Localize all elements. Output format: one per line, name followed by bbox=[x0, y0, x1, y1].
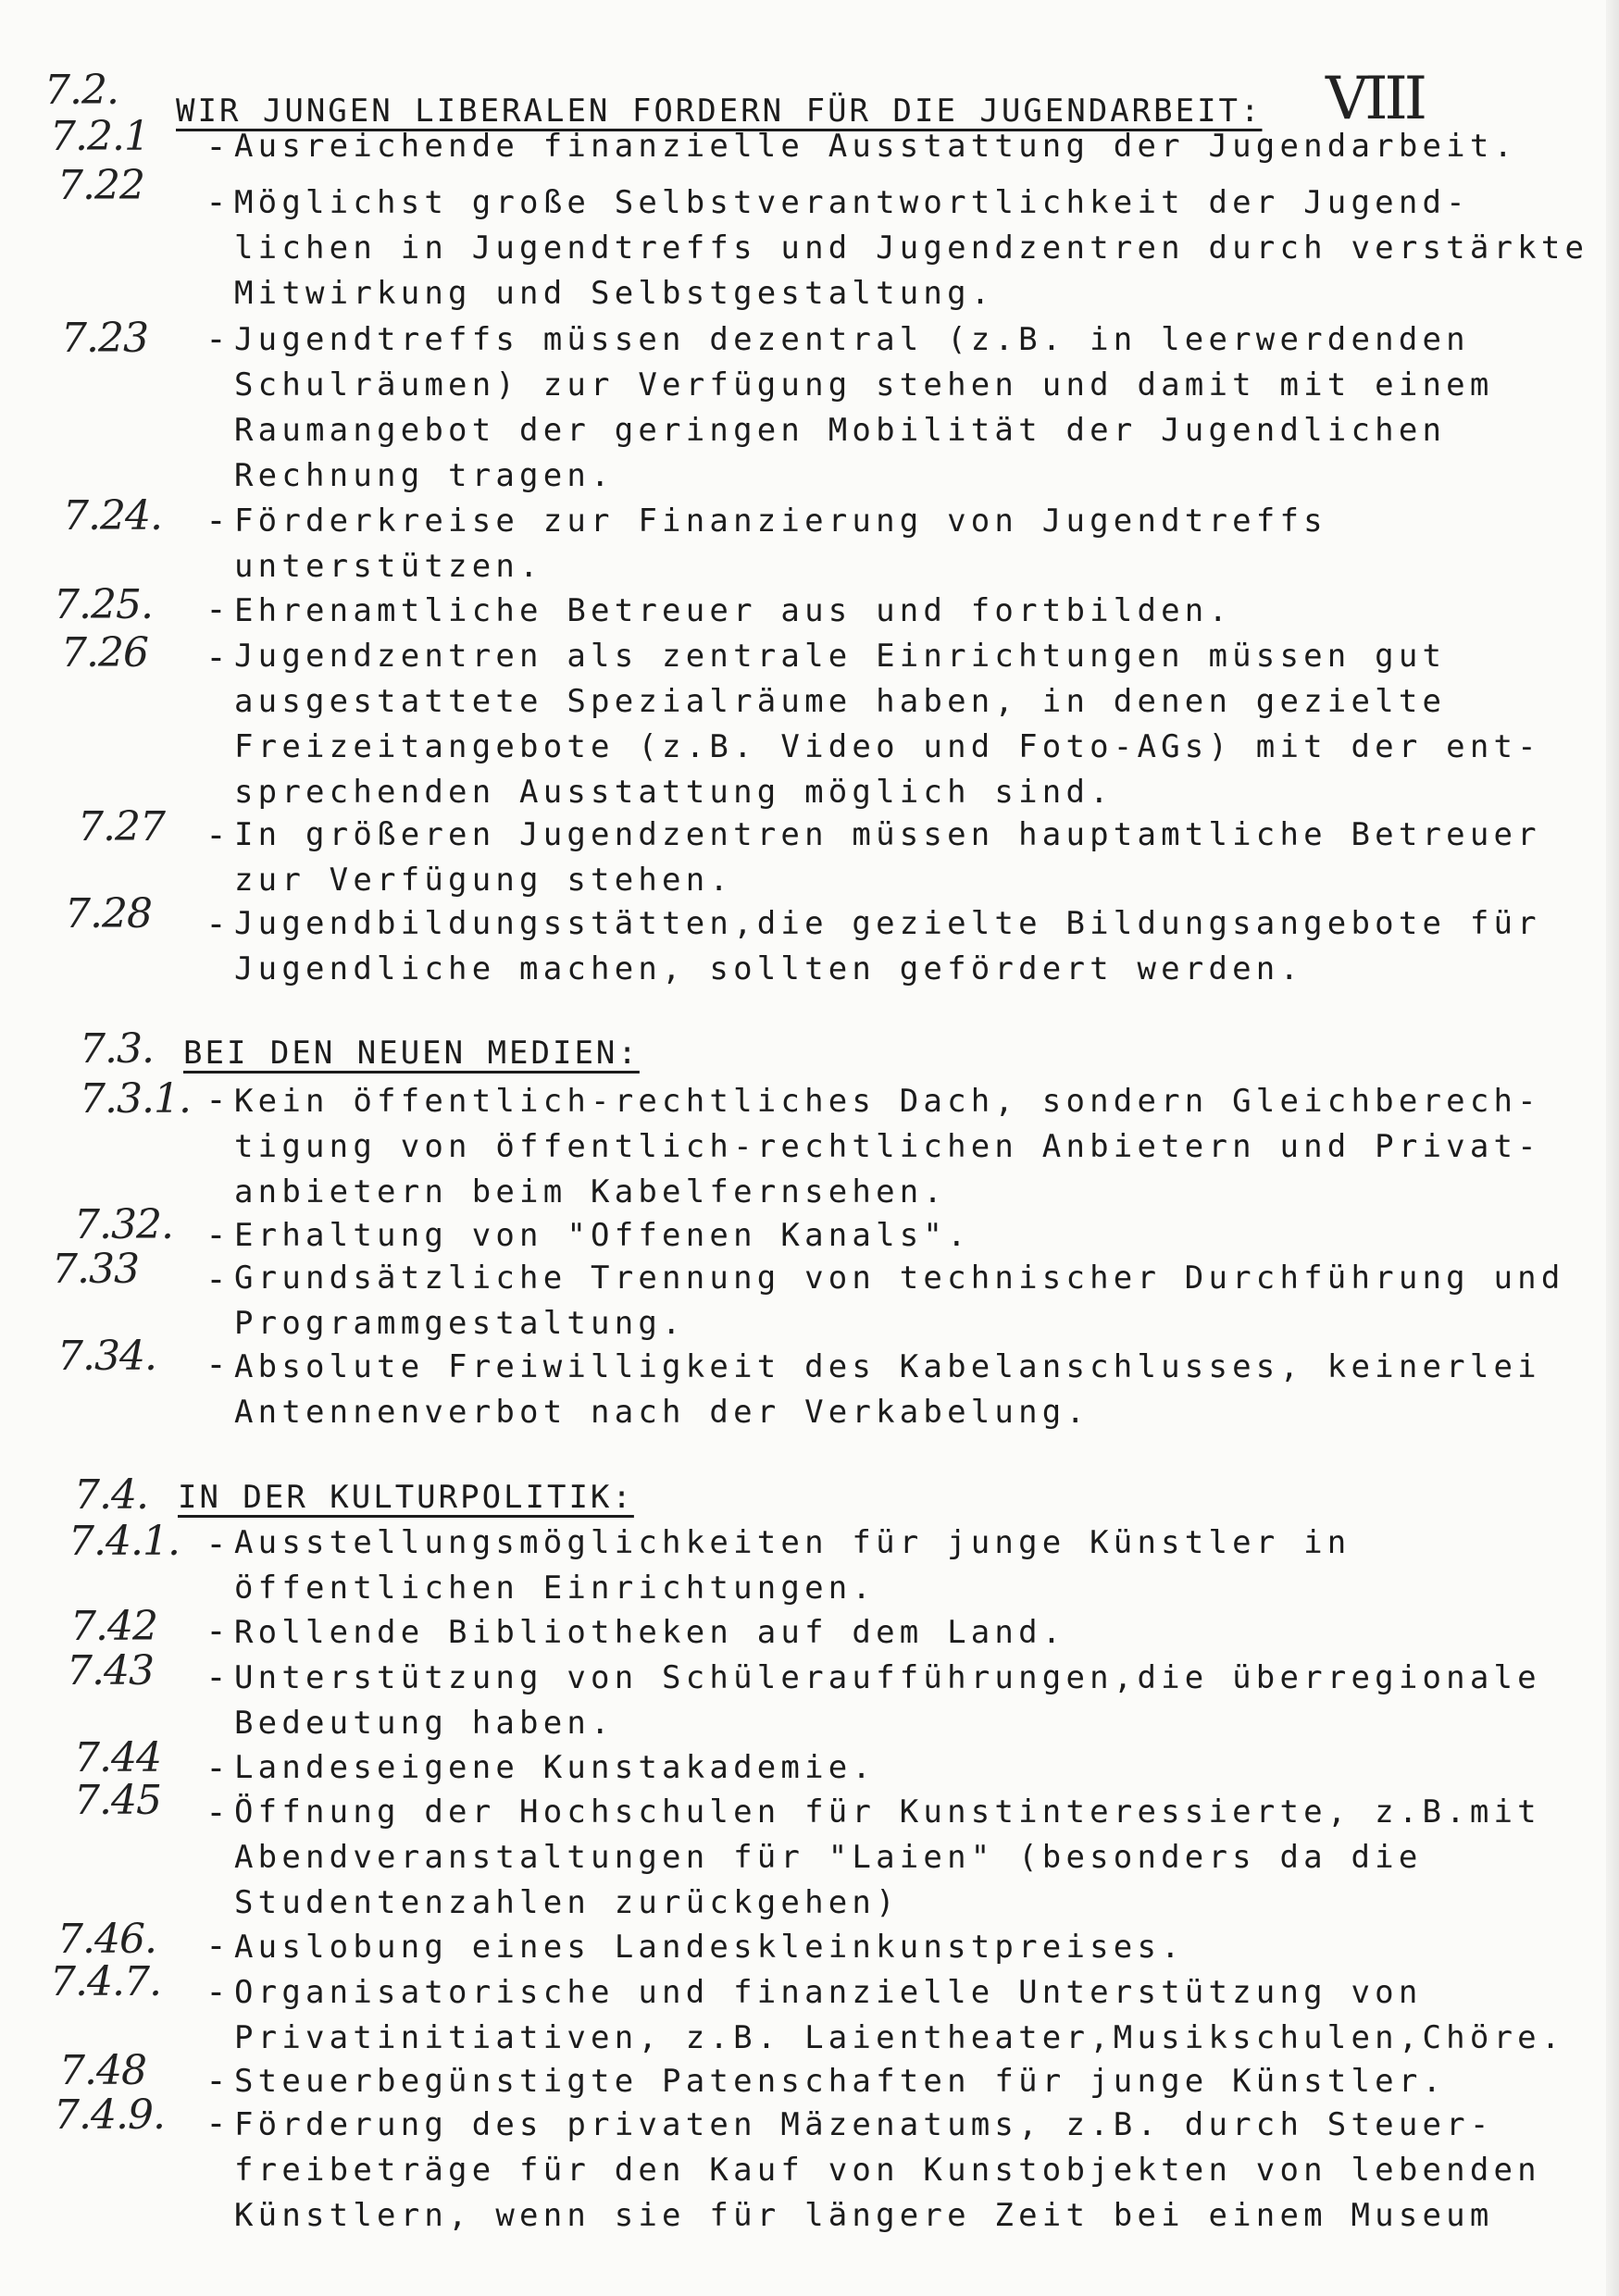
list-item: Jugendzentren als zentrale Einrichtungen müssen gut ausgestattete Spezialräume haben, in denen gezielte Freizeitangebote (z.B. Video und Foto-AGs) mit der ent- sprechenden Ausstattung möglich sind. bbox=[234, 638, 1541, 811]
item-number: 7.46. bbox=[57, 1916, 156, 1963]
list-item: Rollende Bibliotheken auf dem Land. bbox=[234, 1614, 1066, 1651]
list-item: Jugendbildungsstätten,die gezielte Bildungsangebote für Jugendliche machen, sollten gefördert werden. bbox=[234, 905, 1541, 987]
item-dash: - bbox=[205, 1925, 227, 1966]
list-item: Auslobung eines Landeskleinkunstpreises. bbox=[234, 1929, 1185, 1966]
list-item: Organisatorische und finanzielle Unterstützung von Privatinitiativen, z.B. Laientheater,Musikschulen,Chöre. bbox=[234, 1974, 1565, 2056]
item-number: 7.3.1. bbox=[80, 1075, 191, 1123]
item-dash: - bbox=[205, 1079, 227, 1120]
item-number: 7.4.1. bbox=[68, 1518, 180, 1565]
section-heading: WIR JUNGEN LIBERALEN FORDERN FÜR DIE JUGENDARBEIT: bbox=[176, 93, 1263, 130]
list-item: Absolute Freiwilligkeit des Kabelanschlusses, keinerlei Antennenverbot nach der Verkabelung. bbox=[234, 1348, 1541, 1431]
item-number: 7.25. bbox=[54, 581, 153, 628]
item-number: 7.4.7. bbox=[50, 1958, 161, 2005]
list-item: Landeseigene Kunstakademie. bbox=[234, 1749, 877, 1786]
list-item: Ehrenamtliche Betreuer aus und fortbilden. bbox=[234, 592, 1233, 629]
page-marker: VIII bbox=[1326, 65, 1425, 133]
item-number: 7.43 bbox=[67, 1647, 154, 1694]
item-number: 7.32. bbox=[74, 1201, 173, 1248]
section-number: 7.4. bbox=[74, 1471, 148, 1519]
item-dash: - bbox=[205, 1259, 227, 1299]
item-number: 7.48 bbox=[59, 2047, 146, 2094]
item-dash: - bbox=[205, 500, 227, 540]
section-number: 7.3. bbox=[80, 1025, 154, 1073]
list-item: Grundsätzliche Trennung von technischer Durchführung und Programmgestaltung. bbox=[234, 1260, 1565, 1342]
item-dash: - bbox=[205, 2060, 227, 2101]
item-number: 7.23 bbox=[61, 315, 148, 362]
item-dash: - bbox=[205, 1214, 227, 1255]
section-number: 7.2. bbox=[44, 67, 118, 114]
item-number: 7.24. bbox=[63, 492, 162, 540]
section-heading: IN DER KULTURPOLITIK: bbox=[178, 1479, 634, 1516]
item-number: 7.22 bbox=[57, 162, 144, 209]
list-item: Förderung des privaten Mäzenatums, z.B. durch Steuer- freibeträge für den Kauf von Kunstobjekten von lebenden Künstlern, wenn sie für längere Zeit bei einem Museum bbox=[234, 2106, 1541, 2234]
item-number: 7.27 bbox=[78, 803, 165, 850]
item-dash: - bbox=[205, 1523, 227, 1564]
item-dash: - bbox=[205, 1610, 227, 1651]
item-number: 7.42 bbox=[70, 1603, 157, 1650]
list-item: Möglichst große Selbstverantwortlichkeit der Jugend- lichen in Jugendtreffs und Jugendzentren durch verstärkte Mitwirkung und Selbstgestaltung. bbox=[234, 184, 1589, 312]
item-dash: - bbox=[205, 589, 227, 629]
item-number: 7.28 bbox=[65, 890, 152, 937]
item-dash: - bbox=[205, 1747, 227, 1788]
item-number: 7.2.1 bbox=[50, 113, 149, 160]
page-edge-shadow bbox=[1606, 0, 1619, 2296]
item-number: 7.4.9. bbox=[54, 2091, 165, 2139]
item-dash: - bbox=[205, 903, 227, 944]
item-dash: - bbox=[205, 1792, 227, 1832]
list-item: In größeren Jugendzentren müssen hauptamtliche Betreuer zur Verfügung stehen. bbox=[234, 816, 1541, 899]
item-dash: - bbox=[205, 1657, 227, 1697]
list-item: Ausstellungsmöglichkeiten für junge Künstler in öffentlichen Einrichtungen. bbox=[234, 1524, 1351, 1607]
item-number: 7.26 bbox=[61, 629, 148, 676]
item-dash: - bbox=[205, 637, 227, 677]
item-number: 7.44 bbox=[74, 1734, 161, 1781]
section-heading: BEI DEN NEUEN MEDIEN: bbox=[183, 1035, 640, 1072]
item-number: 7.33 bbox=[52, 1246, 139, 1293]
list-item: Erhaltung von "Offenen Kanals". bbox=[234, 1217, 971, 1254]
item-dash: - bbox=[205, 318, 227, 359]
item-dash: - bbox=[205, 814, 227, 855]
list-item: Kein öffentlich-rechtliches Dach, sondern Gleichberech- tigung von öffentlich-rechtlichen Anbietern und Privat- anbietern beim Kabelfernsehen. bbox=[234, 1083, 1541, 1210]
list-item: Förderkreise zur Finanzierung von Jugendtreffs unterstützen. bbox=[234, 503, 1327, 585]
list-item: Öffnung der Hochschulen für Kunstinteressierte, z.B.mit Abendveranstaltungen für "Laien" (besonders da die Studentenzahlen zurückgehen) bbox=[234, 1793, 1541, 1921]
item-dash: - bbox=[205, 1971, 227, 2012]
list-item: Steuerbegünstigte Patenschaften für junge Künstler. bbox=[234, 2063, 1447, 2100]
item-dash: - bbox=[205, 181, 227, 222]
list-item: Jugendtreffs müssen dezentral (z.B. in leerwerdenden Schulräumen) zur Verfügung stehen und damit mit einem Raumangebot der geringen Mobilität der Jugendlichen Rechnung tragen. bbox=[234, 321, 1494, 494]
item-dash: - bbox=[205, 1344, 227, 1384]
item-number: 7.34. bbox=[57, 1333, 156, 1380]
item-dash: - bbox=[205, 2103, 227, 2143]
list-item: Unterstützung von Schüleraufführungen,die überregionale Bedeutung haben. bbox=[234, 1659, 1541, 1742]
item-number: 7.45 bbox=[74, 1777, 161, 1824]
list-item: Ausreichende finanzielle Ausstattung der Jugendarbeit. bbox=[234, 128, 1518, 165]
item-dash: - bbox=[205, 126, 227, 167]
